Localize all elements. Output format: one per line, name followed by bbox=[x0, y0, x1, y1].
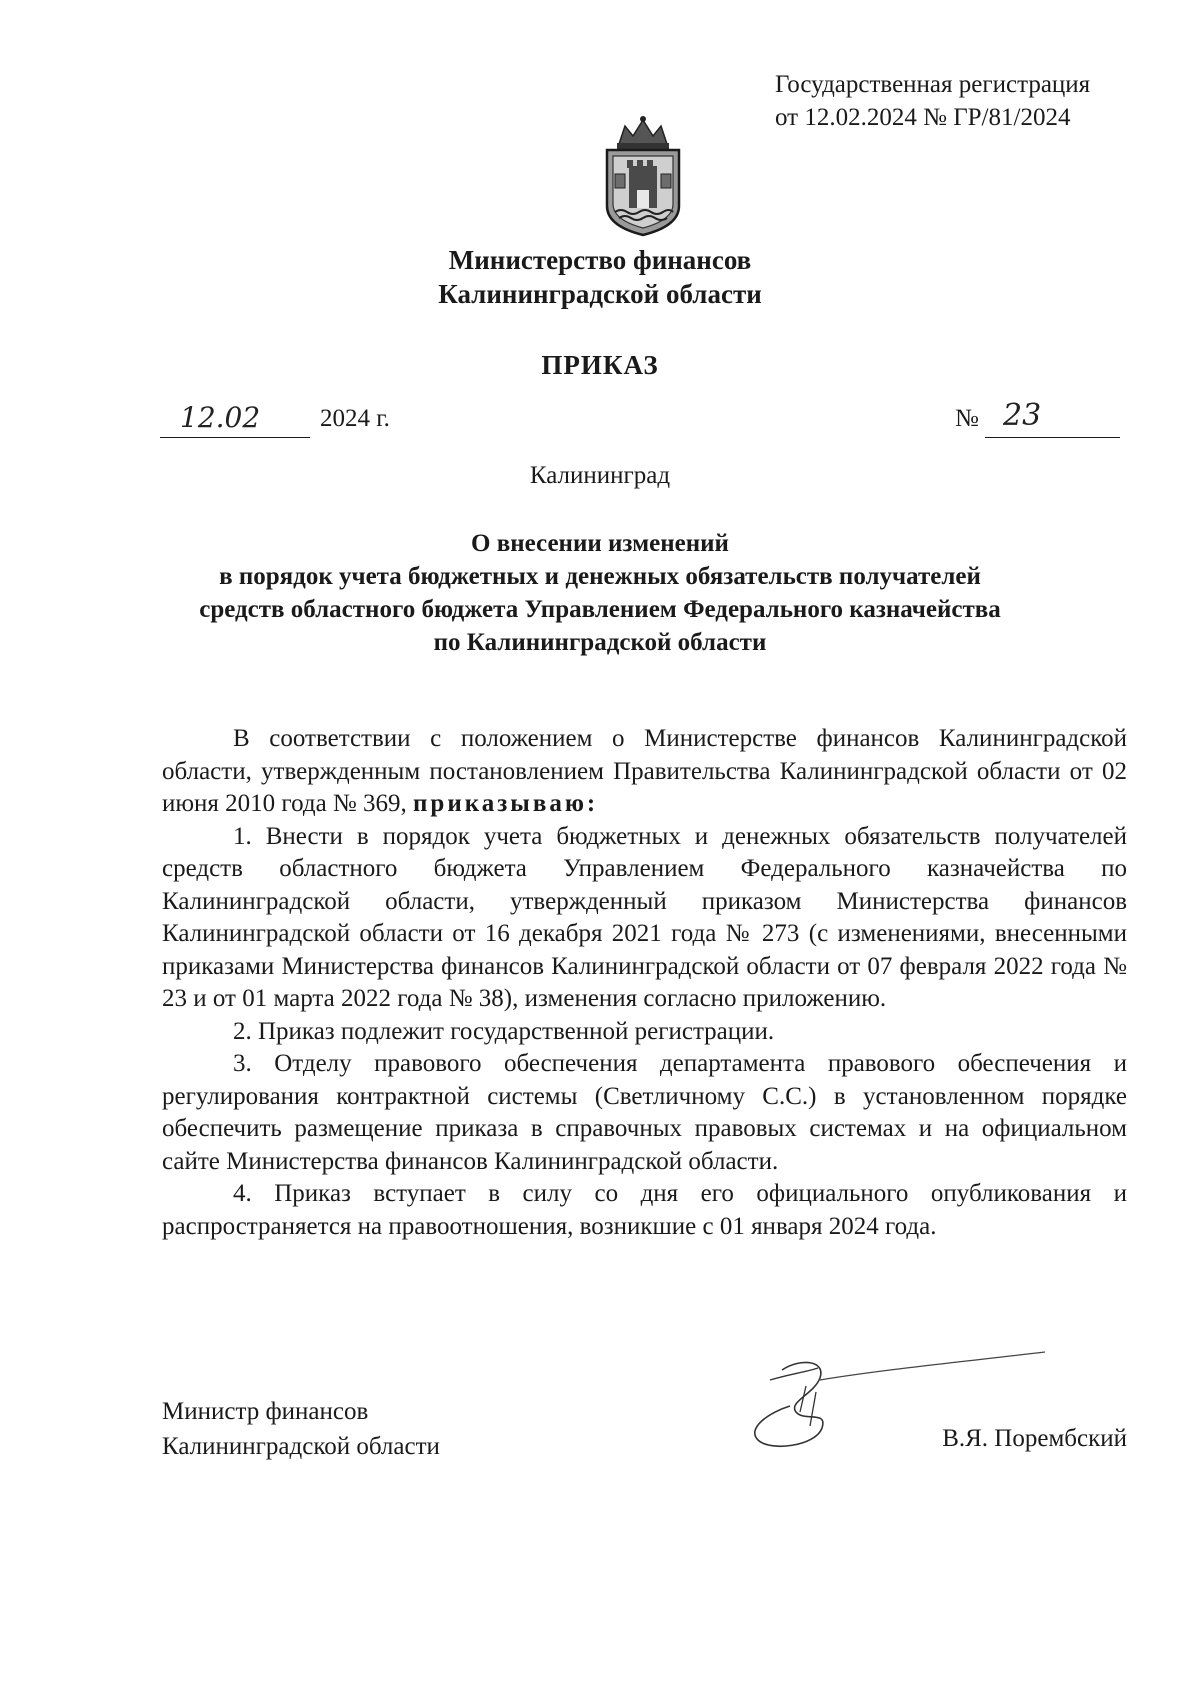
order-item: 4. Приказ вступает в силу со дня его официального опубликования и распространяется на правоотношения, возникшие с 01 января 2024 года. bbox=[162, 1180, 1127, 1240]
coat-of-arms-icon bbox=[597, 114, 689, 239]
document-subject bbox=[140, 527, 1060, 659]
handwritten-signature bbox=[730, 1340, 1050, 1480]
handwritten-date-text: 12.02 bbox=[180, 401, 261, 434]
document-type: ПРИКАЗ bbox=[541, 350, 659, 380]
intro-text: В соответствии с положением о Министерстве финансов Калининградской области, утвержденным постановлением Правительства Калининградской области от 02 июня 2010 года № 369, bbox=[162, 725, 1127, 817]
registration-stamp bbox=[775, 68, 1155, 134]
handwritten-number bbox=[985, 395, 1120, 438]
order-word: приказываю: bbox=[413, 790, 599, 817]
document-number bbox=[955, 395, 1125, 439]
signatory-position-line-1: Министр финансов bbox=[162, 1398, 369, 1425]
signatory-name: В.Я. Порембский bbox=[942, 1425, 1127, 1452]
document-date bbox=[160, 395, 460, 439]
subject-line: О внесении изменений bbox=[471, 530, 729, 557]
order-item: 2. Приказ подлежит государственной регистрации. bbox=[233, 1017, 775, 1045]
handwritten-number-text: 23 bbox=[1003, 398, 1042, 433]
subject-line: по Калининградской области bbox=[433, 629, 767, 656]
registration-line-1: Государственная регистрация bbox=[775, 71, 1091, 98]
number-sign: № bbox=[955, 405, 979, 432]
subject-line: средств областного бюджета Управлением Федерального казначейства bbox=[199, 596, 1001, 623]
signatory-position bbox=[162, 1394, 440, 1464]
intro-paragraph bbox=[162, 723, 1127, 821]
registration-line-2: от 12.02.2024 № ГР/81/2024 bbox=[775, 104, 1071, 131]
order-item: 1. Внести в порядок учета бюджетных и денежных обязательств получателей средств областного бюджета Управлением Федерального казначейства по Калининградской области, утвержденный приказом Министерства финансов Калининградской области от 16 декабря 2021 года № 273 (с изменениями, внесенными приказами Министерства финансов Калининградской области от 07 февраля 2022 года № 23 и от 01 марта 2022 года № 38), изменения согласно приложению. bbox=[162, 822, 1127, 1012]
order-item: 3. Отделу правового обеспечения департамента правового обеспечения и регулирования контрактной системы (Светличному С.С.) в установленном порядке обеспечить размещение приказа в справочных правовых системах и на официальном сайте Министерства финансов Калининградской области. bbox=[162, 1050, 1127, 1175]
ministry-region: Калининградской области bbox=[438, 279, 762, 309]
subject-line: в порядок учета бюджетных и денежных обязательств получателей bbox=[219, 563, 981, 590]
document-year: 2024 г. bbox=[320, 405, 390, 432]
ministry-header bbox=[0, 243, 1200, 311]
signatory-position-line-2: Калининградской области bbox=[162, 1433, 440, 1460]
handwritten-date bbox=[160, 395, 310, 438]
city: Калининград bbox=[529, 462, 671, 489]
ministry-name: Министерство финансов bbox=[448, 245, 752, 275]
document-body bbox=[162, 723, 1127, 1243]
